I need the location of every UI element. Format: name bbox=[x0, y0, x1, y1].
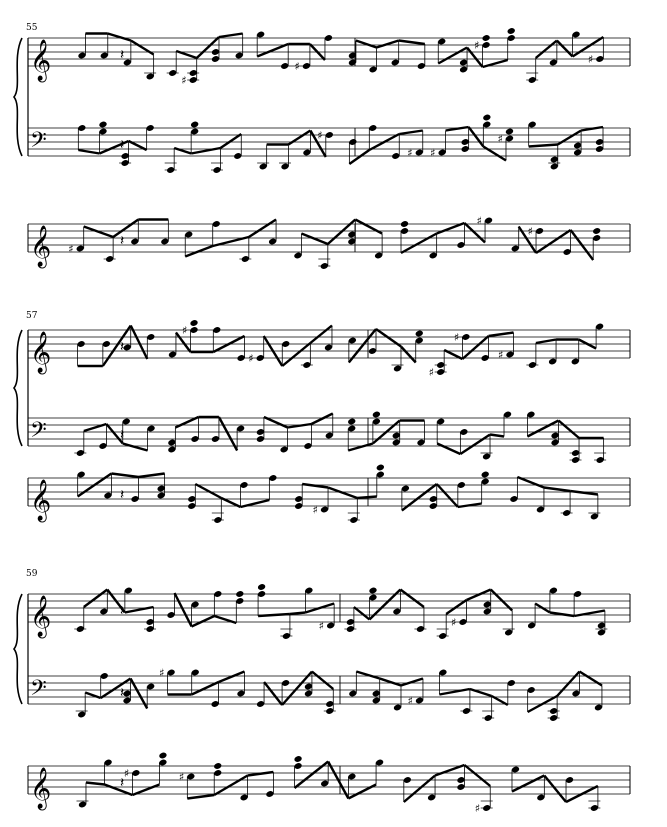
beam bbox=[328, 488, 357, 499]
sharp-icon: ♯ bbox=[178, 770, 185, 784]
sharp-icon: ♯ bbox=[68, 242, 74, 256]
note-head bbox=[189, 319, 198, 327]
beam bbox=[219, 417, 237, 451]
beam bbox=[483, 147, 506, 161]
note-head bbox=[257, 583, 266, 591]
beam bbox=[219, 672, 245, 683]
beam bbox=[491, 590, 512, 611]
beam bbox=[185, 246, 212, 257]
beam bbox=[437, 223, 465, 234]
sharp-icon: ♯ bbox=[318, 619, 324, 633]
beam bbox=[249, 220, 276, 238]
beam bbox=[536, 230, 571, 253]
beam bbox=[219, 34, 243, 38]
beam bbox=[570, 491, 598, 495]
beam bbox=[437, 484, 458, 507]
note-head bbox=[505, 128, 514, 136]
treble-clef-icon: 𝄞 bbox=[30, 480, 52, 521]
sharp-icon: ♯ bbox=[430, 146, 436, 160]
note-head bbox=[507, 27, 516, 35]
beam bbox=[288, 424, 312, 428]
quarter-rest-icon: 𝄽 bbox=[120, 487, 125, 503]
note-head bbox=[368, 587, 377, 595]
beam bbox=[356, 41, 377, 48]
beam bbox=[489, 333, 514, 337]
beam bbox=[464, 765, 490, 786]
beam bbox=[349, 329, 376, 363]
beam bbox=[401, 679, 423, 686]
sharp-icon: ♯ bbox=[248, 352, 254, 365]
sharp-icon: ♯ bbox=[407, 146, 413, 160]
note-head bbox=[98, 121, 107, 129]
beam bbox=[380, 679, 401, 686]
beam bbox=[257, 44, 288, 57]
quarter-rest-icon: 𝄽 bbox=[120, 685, 125, 701]
note-head bbox=[482, 114, 491, 122]
beam bbox=[557, 41, 573, 57]
beam bbox=[490, 435, 504, 437]
note-head bbox=[415, 330, 424, 338]
treble-clef-icon: 𝄞 bbox=[30, 596, 52, 637]
sharp-icon: ♯ bbox=[428, 366, 434, 379]
quarter-rest-icon: 𝄽 bbox=[120, 775, 125, 791]
beam bbox=[264, 417, 288, 428]
beam bbox=[187, 795, 214, 799]
beam bbox=[301, 234, 327, 245]
staff bbox=[28, 114, 630, 174]
treble-clef-icon: 𝄞 bbox=[30, 40, 52, 81]
beam bbox=[435, 765, 464, 776]
beam bbox=[446, 600, 466, 614]
beam bbox=[581, 127, 603, 131]
staff bbox=[28, 752, 630, 815]
sharp-icon: ♯ bbox=[182, 324, 188, 337]
beam bbox=[466, 590, 490, 601]
beam bbox=[174, 593, 191, 627]
staff bbox=[28, 215, 630, 270]
beam bbox=[355, 220, 382, 234]
bass-clef-icon: 𝄢 bbox=[30, 418, 47, 448]
beam bbox=[132, 785, 159, 796]
measure-number: 57 bbox=[26, 311, 38, 321]
sharp-icon: ♯ bbox=[317, 129, 323, 142]
note-head bbox=[481, 471, 490, 479]
beam bbox=[123, 444, 148, 451]
sharp-icon: ♯ bbox=[527, 225, 533, 238]
staff bbox=[28, 27, 630, 87]
sharp-icon: ♯ bbox=[474, 39, 480, 52]
beam bbox=[544, 776, 566, 803]
beam bbox=[192, 616, 215, 627]
beam bbox=[84, 227, 113, 238]
quarter-rest-icon: 𝄽 bbox=[120, 427, 125, 443]
beam bbox=[458, 504, 482, 508]
sharp-icon: ♯ bbox=[497, 132, 503, 146]
beam bbox=[111, 474, 138, 478]
note-head bbox=[400, 220, 409, 228]
beam bbox=[357, 497, 377, 499]
beam bbox=[536, 340, 556, 344]
beam bbox=[113, 220, 138, 238]
note-head bbox=[347, 418, 356, 426]
beam bbox=[84, 590, 108, 608]
beam bbox=[354, 607, 370, 620]
beam bbox=[258, 614, 290, 616]
beam bbox=[175, 417, 198, 428]
beam bbox=[460, 435, 490, 455]
note-head bbox=[190, 121, 199, 129]
beam bbox=[108, 34, 131, 41]
beam bbox=[559, 421, 580, 439]
quarter-rest-icon: 𝄽 bbox=[120, 233, 125, 249]
staff bbox=[28, 411, 630, 464]
staff bbox=[28, 464, 630, 524]
beam bbox=[192, 682, 219, 695]
beam bbox=[464, 223, 485, 243]
beam bbox=[544, 488, 570, 492]
note-head bbox=[376, 464, 385, 472]
beam bbox=[348, 785, 376, 799]
beam bbox=[437, 444, 460, 455]
beam bbox=[399, 131, 423, 135]
note-head bbox=[482, 34, 491, 42]
beam bbox=[558, 131, 581, 145]
beam bbox=[214, 776, 247, 796]
beam bbox=[377, 41, 399, 48]
system-2 bbox=[14, 311, 630, 524]
note-head bbox=[213, 762, 222, 770]
system-3 bbox=[14, 569, 630, 815]
beam bbox=[399, 41, 425, 45]
staff bbox=[28, 319, 630, 379]
quarter-rest-icon: 𝄽 bbox=[120, 137, 125, 153]
beam bbox=[264, 682, 282, 705]
beam bbox=[195, 484, 221, 498]
brace bbox=[14, 38, 22, 156]
sharp-icon: ♯ bbox=[498, 348, 504, 362]
measure-number: 55 bbox=[26, 23, 38, 33]
beam bbox=[139, 474, 165, 478]
measure-number: 59 bbox=[26, 569, 38, 579]
sharp-icon: ♯ bbox=[181, 74, 187, 87]
beam bbox=[220, 134, 241, 148]
sharp-icon: ♯ bbox=[312, 503, 318, 517]
treble-clef-icon: 𝄞 bbox=[30, 226, 52, 267]
beam bbox=[579, 672, 601, 686]
beam bbox=[248, 772, 274, 776]
beam bbox=[310, 326, 332, 344]
beam bbox=[105, 785, 133, 796]
beam bbox=[312, 672, 333, 690]
beam bbox=[401, 234, 437, 254]
brace bbox=[14, 330, 22, 446]
note-head bbox=[235, 590, 244, 598]
note-head bbox=[294, 755, 303, 763]
beam bbox=[86, 783, 105, 785]
beam bbox=[349, 150, 369, 164]
system-1 bbox=[14, 23, 630, 270]
note-head bbox=[158, 752, 167, 760]
beam bbox=[302, 484, 328, 488]
note-head bbox=[372, 411, 381, 419]
beam bbox=[78, 150, 99, 154]
bass-clef-icon: 𝄢 bbox=[30, 128, 47, 158]
beam bbox=[311, 414, 332, 425]
note-head bbox=[592, 227, 601, 235]
beam bbox=[400, 590, 424, 608]
sharp-icon: ♯ bbox=[450, 616, 457, 629]
sharp-icon: ♯ bbox=[476, 214, 482, 228]
quarter-rest-icon: 𝄽 bbox=[120, 603, 125, 619]
beam bbox=[512, 776, 544, 792]
beam bbox=[469, 127, 484, 147]
treble-clef-icon: 𝄞 bbox=[30, 768, 52, 809]
beam bbox=[517, 477, 544, 488]
treble-clef-icon: 𝄞 bbox=[30, 332, 52, 373]
beam bbox=[288, 131, 310, 145]
sharp-icon: ♯ bbox=[294, 60, 300, 73]
sharp-icon: ♯ bbox=[587, 53, 594, 66]
beam bbox=[536, 41, 557, 59]
beam bbox=[290, 613, 305, 615]
quarter-rest-icon: 𝄽 bbox=[120, 47, 125, 63]
sharp-icon: ♯ bbox=[407, 694, 413, 708]
staff bbox=[28, 667, 630, 722]
sharp-icon: ♯ bbox=[123, 767, 130, 780]
sharp-icon: ♯ bbox=[474, 802, 481, 815]
beam bbox=[550, 613, 574, 617]
sharp-icon: ♯ bbox=[453, 331, 460, 344]
sharp-icon: ♯ bbox=[159, 666, 165, 680]
beam bbox=[356, 672, 379, 679]
brace bbox=[14, 594, 22, 704]
beam bbox=[446, 127, 469, 131]
beam bbox=[131, 41, 154, 55]
staff bbox=[28, 583, 630, 640]
quarter-rest-icon: 𝄽 bbox=[120, 339, 125, 355]
beam bbox=[131, 326, 148, 360]
bass-clef-icon: 𝄢 bbox=[30, 676, 47, 706]
beam bbox=[401, 347, 416, 363]
beam bbox=[348, 444, 373, 451]
beam bbox=[529, 145, 558, 147]
